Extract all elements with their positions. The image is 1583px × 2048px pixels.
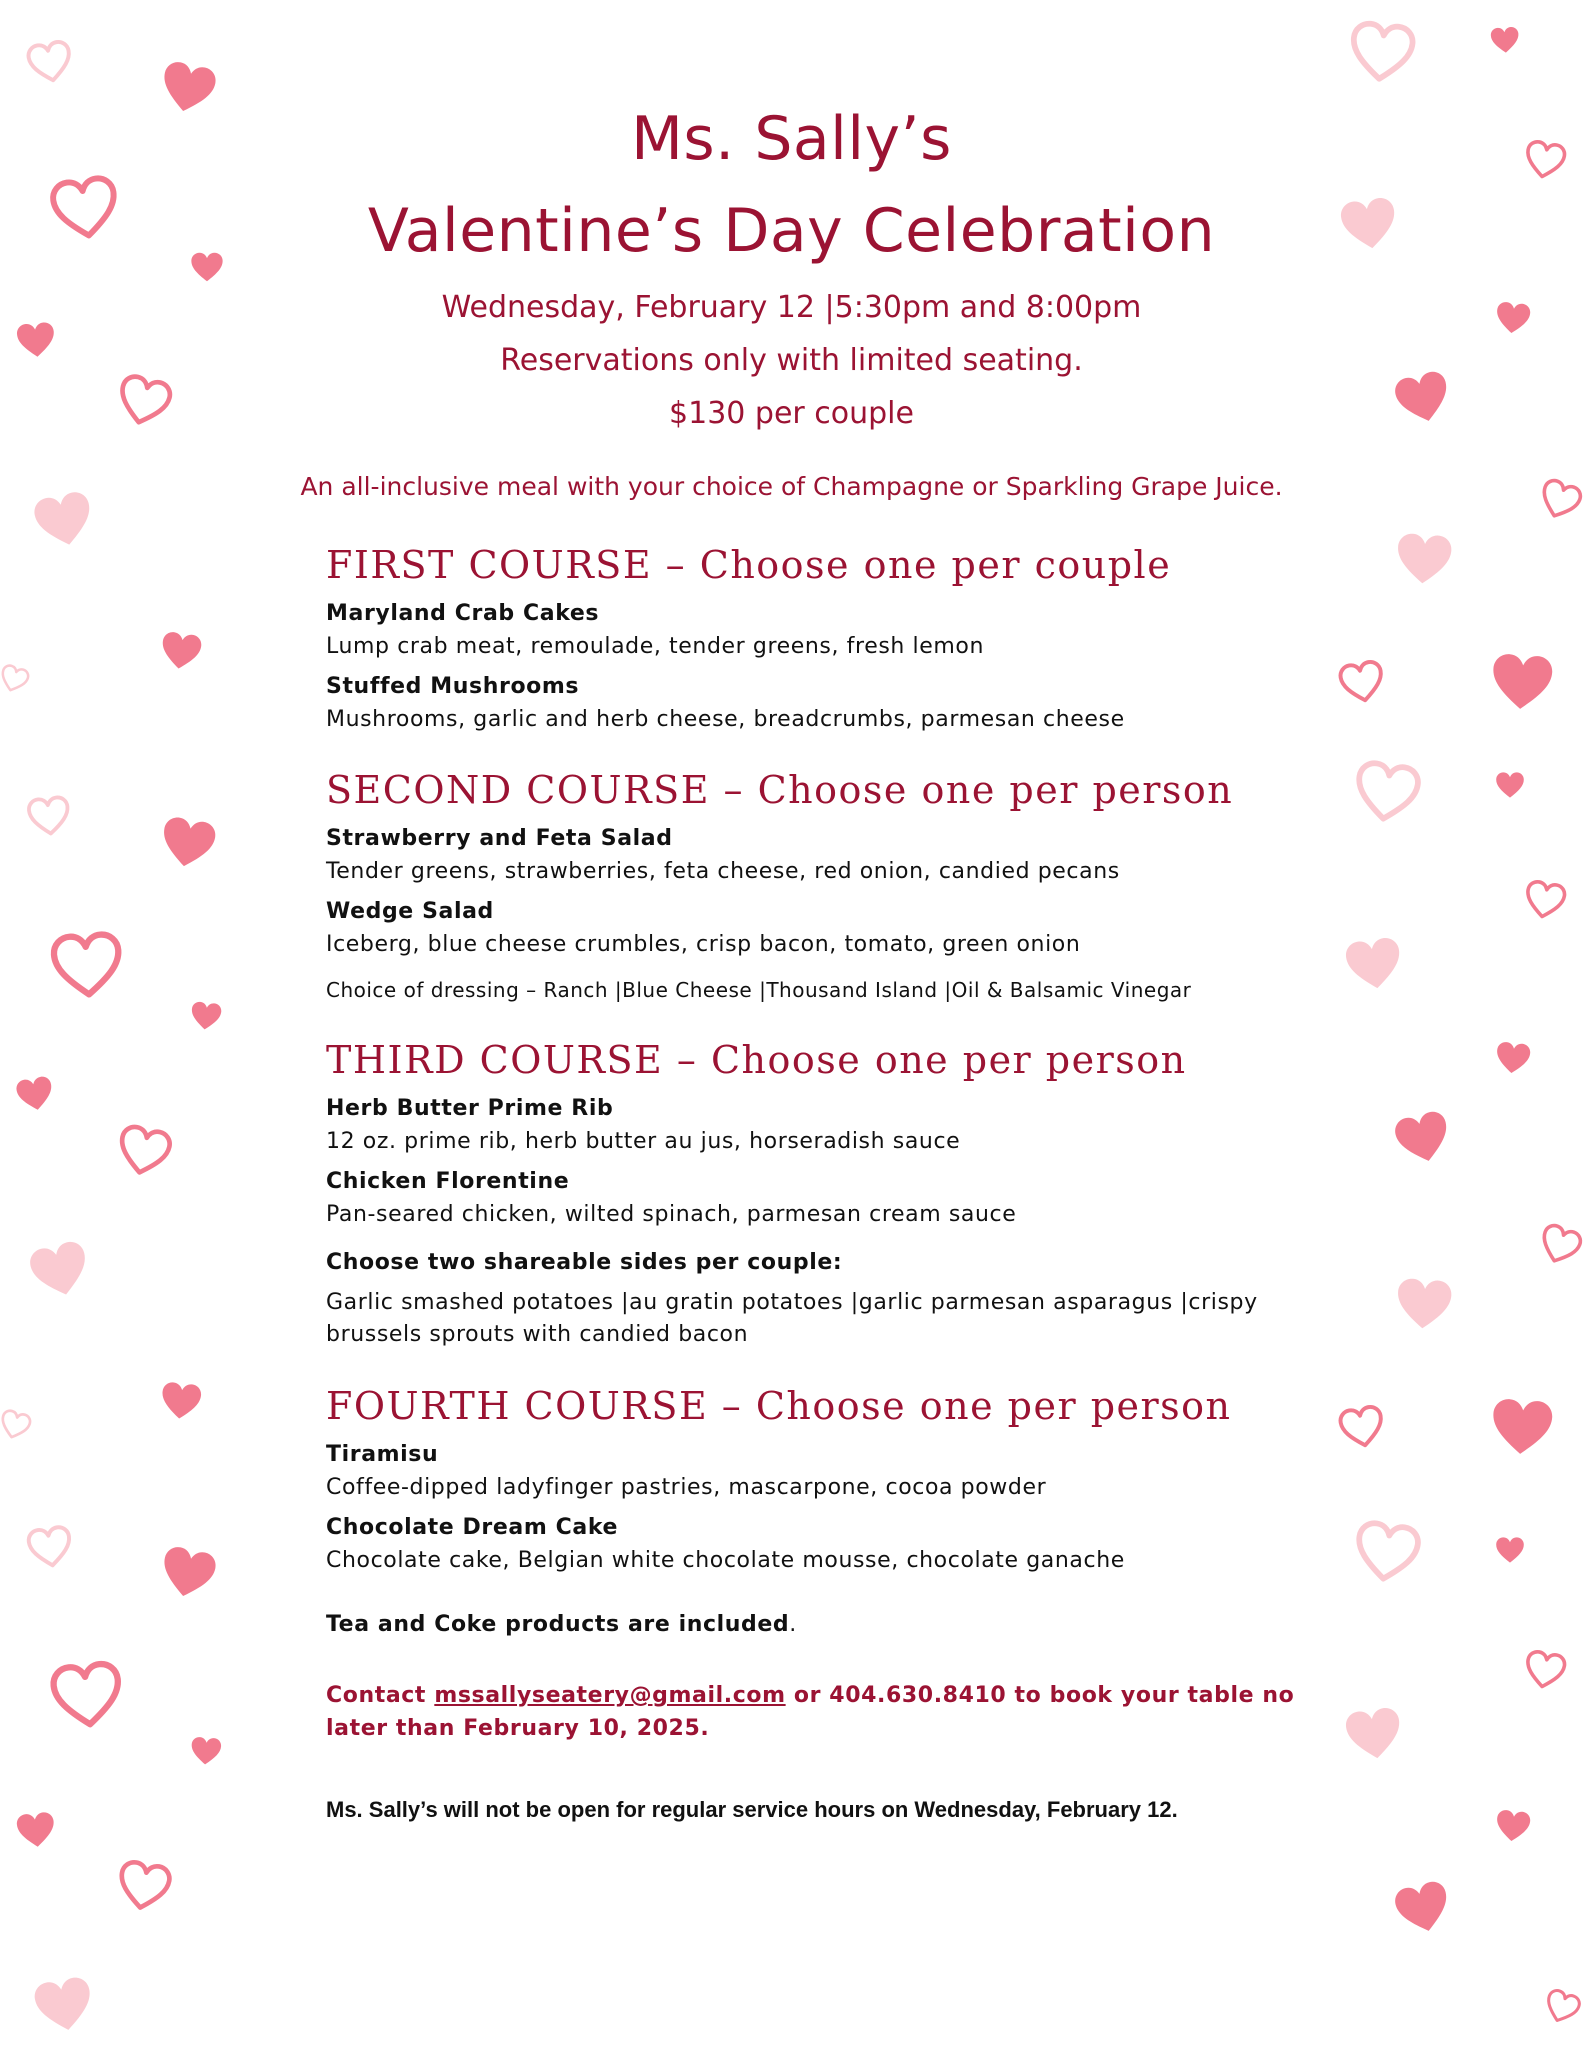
item-name: Tiramisu (326, 1442, 439, 1467)
sides-heading: Choose two shareable sides per couple: (326, 1250, 843, 1275)
sides-list-line-1: Garlic smashed potatoes |au gratin potatoes |garlic parmesan asparagus |crispy (326, 1290, 1258, 1315)
item-name: Chicken Florentine (326, 1169, 570, 1194)
item-name: Herb Butter Prime Rib (326, 1096, 614, 1121)
item-description: Iceberg, blue cheese crumbles, crisp bacon, tomato, green onion (326, 932, 1081, 957)
drinks-note-period: . (789, 1612, 797, 1637)
item-name: Stuffed Mushrooms (326, 674, 580, 699)
item-name: Chocolate Dream Cake (326, 1515, 618, 1540)
dressing-choices: Choice of dressing – Ranch |Blue Cheese |Thousand Island |Oil & Balsamic Vinegar (326, 978, 1192, 1002)
sides-list-line-2: brussels sprouts with candied bacon (326, 1322, 749, 1347)
contact-suffix: or 404.630.8410 to book your table no later than February 10, 2025. (326, 1683, 1295, 1741)
price: $130 per couple (669, 396, 914, 431)
item-description: Lump crab meat, remoulade, tender greens, fresh lemon (326, 634, 985, 659)
contact-prefix: Contact (326, 1683, 435, 1708)
reservation-note: Reservations only with limited seating. (500, 343, 1083, 378)
item-description: Mushrooms, garlic and herb cheese, breadcrumbs, parmesan cheese (326, 707, 1125, 732)
tagline: An all-inclusive meal with your choice of Champagne or Sparkling Grape Juice. (300, 472, 1283, 501)
drinks-note (326, 1612, 797, 1637)
item-name: Strawberry and Feta Salad (326, 826, 673, 851)
course-heading-third: THIRD COURSE – Choose one per person (326, 1038, 1187, 1082)
course-heading-second: SECOND COURSE – Choose one per person (326, 768, 1234, 812)
drinks-note-text: Tea and Coke products are included (326, 1612, 790, 1637)
closing-note: Ms. Sally’s will not be open for regular service hours on Wednesday, February 12. (326, 1797, 1178, 1822)
item-description: 12 oz. prime rib, herb butter au jus, horseradish sauce (326, 1129, 961, 1154)
item-description: Pan-seared chicken, wilted spinach, parmesan cream sauce (326, 1202, 1017, 1227)
title-line-2: Valentine’s Day Celebration (367, 196, 1216, 266)
course-heading-fourth: FOURTH COURSE – Choose one per person (326, 1384, 1232, 1428)
title-line-1: Ms. Sally’s (631, 104, 952, 174)
item-description: Tender greens, strawberries, feta cheese, red onion, candied pecans (326, 859, 1120, 884)
contact-email-link[interactable]: mssallyseatery@gmail.com (434, 1683, 786, 1708)
item-name: Maryland Crab Cakes (326, 601, 600, 626)
item-description: Chocolate cake, Belgian white chocolate mousse, chocolate ganache (326, 1548, 1125, 1573)
event-date-time: Wednesday, February 12 |5:30pm and 8:00pm (441, 290, 1142, 325)
item-name: Wedge Salad (326, 899, 494, 924)
course-heading-first: FIRST COURSE – Choose one per couple (326, 543, 1172, 587)
contact-info (326, 1679, 1306, 1745)
item-description: Coffee-dipped ladyfinger pastries, mascarpone, cocoa powder (326, 1475, 1047, 1500)
